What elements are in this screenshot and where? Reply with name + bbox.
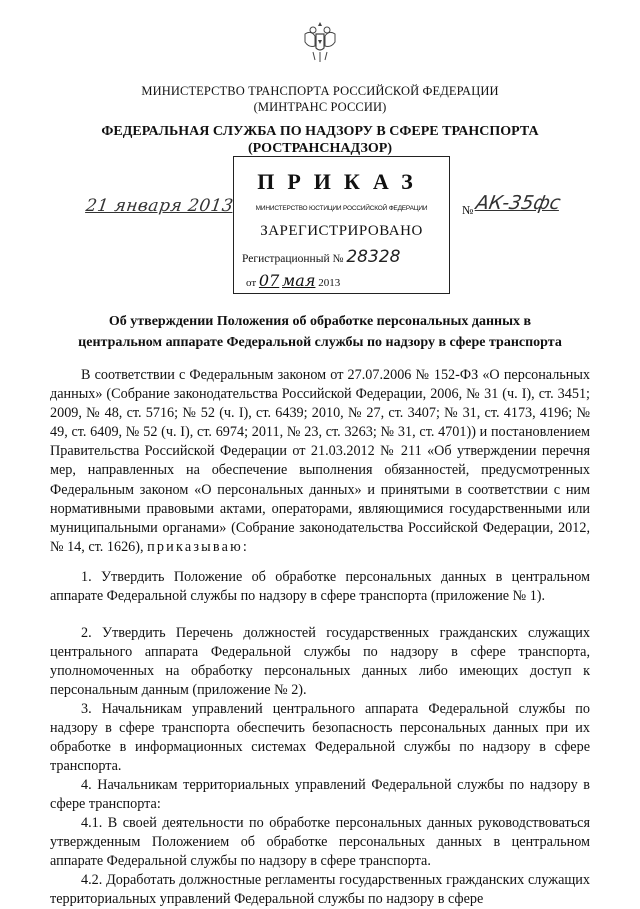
item-4-1: 4.1. В своей деятельности по обработке персональных данных руководствоваться утвержденным Положением об обработке персональных данных в центральном аппарате Федеральной службы по надзору в сфере транспорта. (50, 815, 590, 870)
item-4: 4. Начальникам территориальных управлений Федеральной службы по надзору в сфере транспорта: (50, 777, 590, 813)
order-number: АК-35фс (474, 192, 563, 214)
document-title (50, 311, 590, 353)
item-2: 2. Утвердить Перечень должностей государственных гражданских служащих центрального аппарата Федеральной службы по надзору в сфере транспорта, уполномоченных на обработку персональных данных либо имеющих доступ к персональным данным (приложение № 2). (50, 625, 590, 699)
service-abbrev: (РОСТРАНСНАДЗОР) (248, 141, 392, 156)
ministry-abbrev: (МИНТРАНС РОССИИ) (253, 100, 387, 114)
preamble-paragraph (50, 366, 590, 557)
stamp-reg-label: Регистрационный № (242, 253, 344, 265)
item-4-2: 4.2. Доработать должностные регламенты государственных гражданских служащих территориальных управлений Федеральной службы по надзору в сфере (50, 872, 590, 908)
stamp-reg-number (242, 247, 400, 267)
stamp-date-month: мая (282, 271, 316, 290)
stamp-registered: ЗАРЕГИСТРИРОВАНО (260, 223, 423, 239)
stamp-date-year: 2013 (318, 277, 341, 289)
stamp-date (246, 271, 340, 290)
ministry-name: МИНИСТЕРСТВО ТРАНСПОРТА РОССИЙСКОЙ ФЕДЕРАЦИИ (141, 84, 499, 98)
stamp-ministry: МИНИСТЕРСТВО ЮСТИЦИИ РОССИЙСКОЙ ФЕДЕРАЦИИ (255, 205, 428, 212)
stamp-date-day: 07 (258, 271, 280, 290)
coat-of-arms-icon (301, 18, 339, 64)
stamp-reg-value: 28328 (346, 247, 401, 267)
title-line-1: Об утверждении Положения об обработке персональных данных в (108, 314, 532, 329)
item-1: 1. Утвердить Положение об обработке персональных данных в центральном аппарате Федеральной службы по надзору в сфере транспорта (приложение № 1). (50, 569, 590, 605)
title-line-2: центральном аппарате Федеральной службы по надзору в сфере транспорта (78, 335, 562, 350)
prikaz-heading: ПРИКАЗ (257, 169, 426, 194)
item-3: 3. Начальникам управлений центрального аппарата Федеральной службы по надзору в сфере транспорта обеспечить безопасность персональных данных при их обработке в информационных системах Федеральной службы по надзору в сфере транспорта. (50, 701, 590, 775)
preamble-text: В соответствии с Федеральным законом от 27.07.2006 № 152-ФЗ «О персональных данных» (Собрание законодательства Российской Федерации, 2006, № 31 (ч. I), ст. 3451; 2009, № 48, ст. 5716; № 52 (ч. I), ст. 6439; 2010, № 27, ст. 3407; № 31, ст. 4173, 4196; № 49, ст. 6409, № 52 (ч. I), ст. 6974; 2011, № 23, ст. 3263; № 31, ст. 4701)) и постановлением Правительства Российской Федерации от 21.03.2012 № 211 «Об утверждении перечня мер, направленных на обеспечение выполнения обязанностей, предусмотренных Федеральным законом «О персональных данных» и принятыми в соответствии с ним нормативными правовыми актами, операторами, являющимися государственными или муниципальными органами» (Собрание законодательства Российской Федерации, 2012, № 14, ст. 1626), (50, 367, 590, 555)
stamp-date-of: от (246, 277, 257, 289)
order-date: 21 января 2013 (84, 196, 235, 216)
registration-stamp (233, 156, 450, 294)
service-name: ФЕДЕРАЛЬНАЯ СЛУЖБА ПО НАДЗОРУ В СФЕРЕ ТРАНСПОРТА (101, 124, 539, 139)
order-number-label: № (462, 203, 474, 217)
prikazyvayu: приказываю: (147, 538, 250, 555)
